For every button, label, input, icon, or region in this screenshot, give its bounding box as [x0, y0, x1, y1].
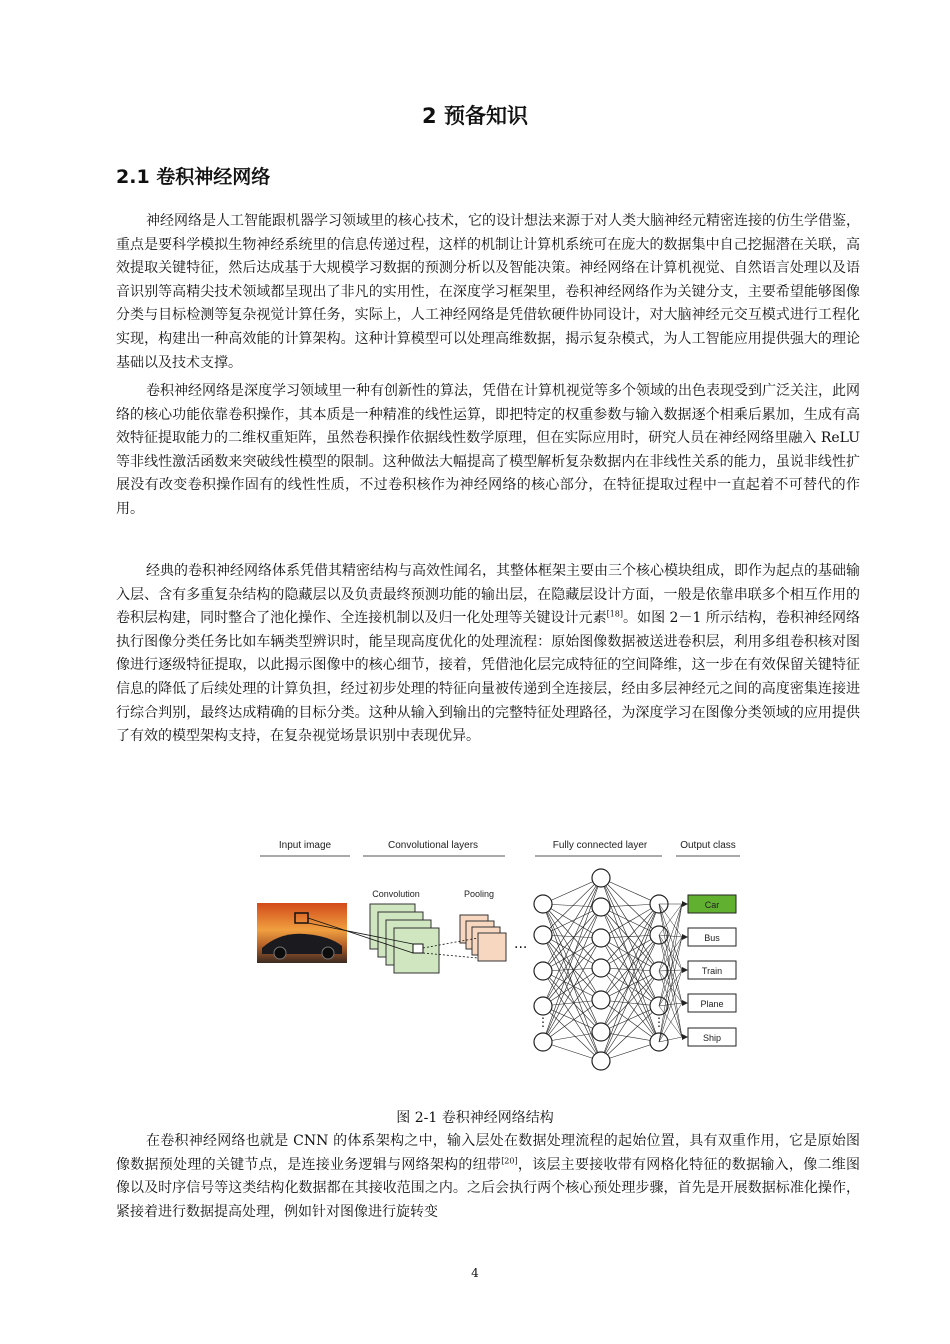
- cnn-architecture-figure: [250, 828, 740, 1108]
- output-class-label: Ship: [702, 1033, 722, 1043]
- label-pooling: Pooling: [463, 889, 495, 899]
- header-fully-connected: Fully connected layer: [552, 840, 648, 851]
- paragraph-4-text-a: 在卷积神经网络也就是 CNN 的体系架构之中，输入层处在数据处理流程的起始位置，具有双重作用，它是原始图像数据预处理的关键节点，是连接业务逻辑与网络架构的纽带: [116, 1133, 860, 1173]
- section-title: 2.1 卷积神经网络: [116, 166, 271, 188]
- fc-neuron: [534, 1033, 552, 1051]
- figure-caption: 图 2-1 卷积神经网络结构: [396, 1110, 554, 1126]
- fc-neuron: [534, 997, 552, 1015]
- header-convolutional-layers: Convolutional layers: [387, 840, 479, 851]
- vertical-ellipsis: ⋮: [537, 1015, 549, 1029]
- fc-neuron: [592, 898, 610, 916]
- vertical-ellipsis: ⋮: [653, 1015, 665, 1029]
- output-class-label: Plane: [700, 999, 724, 1009]
- fully-connected-network: [534, 869, 668, 1070]
- input-car-image: [257, 903, 347, 963]
- output-arrowhead: [682, 901, 688, 907]
- fc-neuron: [534, 962, 552, 980]
- output-arrowhead: [682, 967, 688, 973]
- fc-neuron: [534, 895, 552, 913]
- paragraph-4-text-b: ，该层主要接收带有网格化特征的数据输入，像二维图像以及时序信号等这类结构化数据都在其接收范围之内。之后会执行两个核心预处理步骤，首先是开展数据标准化操作，紧接着进行数据提高处理，例如针对图像进行旋转变: [116, 1156, 860, 1220]
- fc-connection: [543, 907, 601, 935]
- output-class-label: Train: [701, 966, 723, 976]
- chapter-title: 2 预备知识: [422, 104, 528, 128]
- fc-neuron: [592, 1023, 610, 1041]
- fc-neuron: [592, 959, 610, 977]
- output-class-label: Car: [704, 900, 720, 910]
- fc-neuron: [534, 926, 552, 944]
- header-output-class: Output class: [680, 840, 736, 851]
- fc-neuron: [592, 869, 610, 887]
- paragraph-3-text-b: 。如图 2－1 所示结构，卷积神经网络执行图像分类任务比如车辆类型辨识时，能呈现高度优化的处理流程：原始图像数据被送进卷积层，利用多组卷积核对图像进行逐级特征提取，以此揭示图像中的核心细节，接着，凭借池化层完成特征的空间降维，这一步在有效保留关键特征信息的降低了后续处理的计算负担，经过初步处理的特征向量被传递到全连接层，经由多层神经元之间的高度密集连接进行综合判别，最终达成精确的目标分类。这种从输入到输出的完整特征处理路径，为深度学习在图像分类领域的应用提供了有效的模型架构支持，在复杂视觉场景识别中表现优异。: [116, 610, 860, 745]
- output-classes: [659, 895, 736, 1046]
- fc-neuron: [592, 991, 610, 1009]
- cnn-diagram: [250, 828, 740, 1108]
- paragraph-3: [116, 560, 860, 749]
- fc-connection: [543, 971, 601, 1061]
- fc-neuron: [592, 1052, 610, 1070]
- citation-18[interactable]: [18]: [606, 609, 624, 619]
- label-convolution: Convolution: [372, 889, 420, 899]
- paragraph-4: [116, 1130, 860, 1224]
- continuation-dots: ···: [514, 940, 528, 956]
- convolution-stack: [370, 904, 439, 973]
- output-class-label: Bus: [704, 933, 720, 943]
- fc-connection: [601, 971, 659, 1061]
- page-number: 4: [471, 1266, 479, 1280]
- output-arrowhead: [682, 1034, 688, 1040]
- output-arrowhead: [682, 1000, 688, 1006]
- paragraph-2: 卷积神经网络是深度学习领域里一种有创新性的算法，凭借在计算机视觉等多个领域的出色表现受到广泛关注，此网络的核心功能依靠卷积操作，其本质是一种精准的线性运算，即把特定的权重参数与输入数据逐个相乘后累加，生成有高效特征提取能力的二维权重矩阵，虽然卷积操作依据线性数学原理，但在实际应用时，研究人员在神经网络里融入 ReLU 等非线性激活函数来突破线性模型的限制。这种做法大幅提高了模型解析复杂数据内在非线性关系的能力，虽说非线性扩展没有改变卷积操作固有的线性性质，不过卷积核作为神经网络的核心部分，在特征提取过程中一直起着不可替代的作用。: [116, 383, 860, 517]
- fc-neuron: [592, 929, 610, 947]
- citation-20[interactable]: [20]: [501, 1155, 518, 1165]
- paragraph-3-text-a: 经典的卷积神经网络体系凭借其精密结构与高效性闻名，其整体框架主要由三个核心模块组成，即作为起点的基础输入层、含有多重复杂结构的隐藏层以及负责最终预测功能的输出层，在隐藏层设计方面，一般是依靠串联多个相互作用的卷积层构建，同时整合了池化操作、全连接机制以及归一化处理等关键设计元素: [116, 563, 860, 627]
- paragraph-1: 神经网络是人工智能跟机器学习领域里的核心技术，它的设计想法来源于对人类大脑神经元精密连接的仿生学借鉴，重点是要科学模拟生物神经系统里的信息传递过程，这样的机制让计算机系统可在庞大的数据集中自己挖掘潜在关联，高效提取关键特征，然后达成基于大规模学习数据的预测分析以及智能决策。神经网络在计算机视觉、自然语言处理以及语音识别等高精尖技术领域都呈现出了非凡的实用性，在深度学习框架里，卷积神经网络作为关键分支，主要希望能够图像分类与目标检测等复杂视觉计算任务，实际上，人工神经网络是凭借软硬件协同设计，对大脑神经元交互模式进行工程化实现，构建出一种高效能的计算架构。这种计算模型可以处理高维数据，揭示复杂模式，为人工智能应用提供强大的理论基础以及技术支撑。: [116, 213, 860, 371]
- output-arrowhead: [682, 934, 688, 940]
- header-input-image: Input image: [278, 840, 332, 851]
- pooling-stack: [460, 915, 506, 961]
